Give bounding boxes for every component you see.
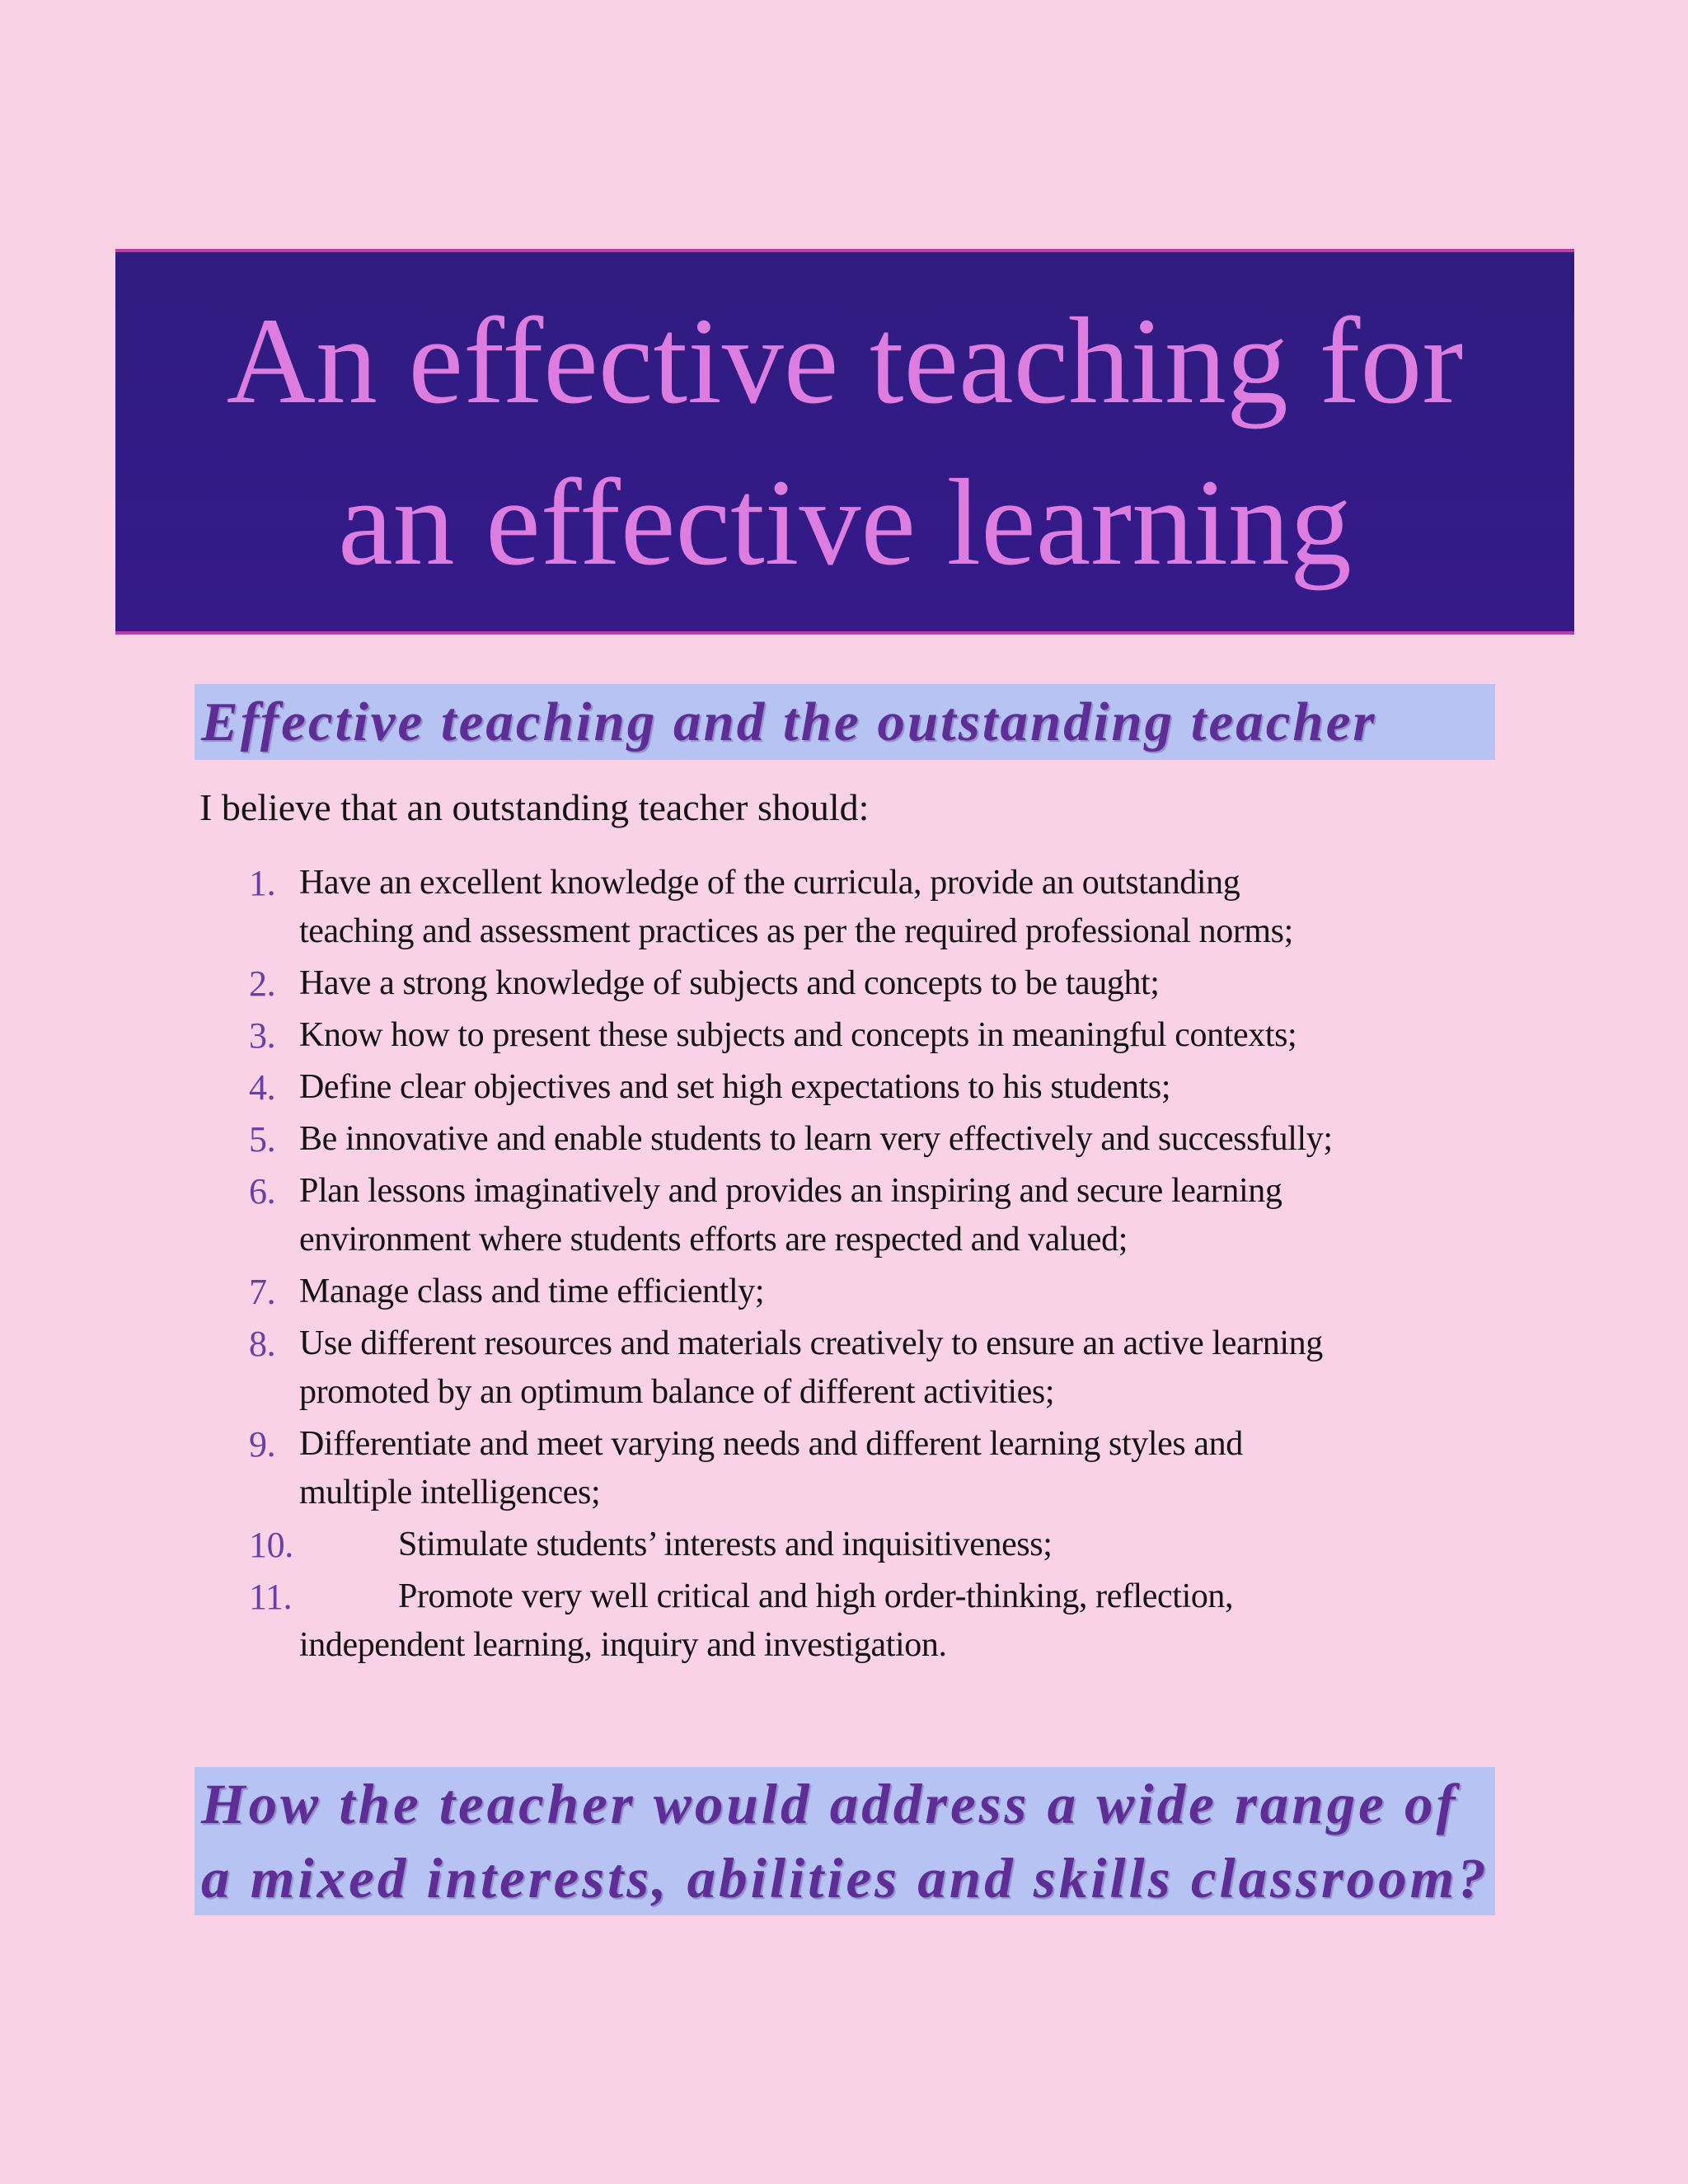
list-item-line: Have an excellent knowledge of the curricula, provide an outstanding (299, 864, 1240, 902)
list-item-line: teaching and assessment practices as per the required professional norms; (299, 912, 1293, 950)
list-number: 11. (249, 1577, 293, 1617)
list-item-line: Differentiate and meet varying needs and different learning styles and (299, 1425, 1243, 1463)
list-item-line: Plan lessons imaginatively and provides an inspiring and secure learning (299, 1172, 1282, 1210)
list-number: 3. (249, 1015, 276, 1056)
section-heading-text: Effective teaching and the outstanding teacher (201, 691, 1377, 752)
section-heading-mixed-classroom (195, 1767, 1495, 1915)
list-number: 7. (249, 1272, 276, 1312)
list-item (198, 1572, 1517, 1670)
intro-text: I believe that an outstanding teacher should: (199, 786, 870, 828)
list-item (198, 1011, 1517, 1060)
qualities-list (198, 859, 1517, 1673)
list-number: 2. (249, 963, 276, 1004)
list-number: 8. (249, 1324, 276, 1364)
list-item-line: Define clear objectives and set high expectations to his students; (299, 1068, 1171, 1106)
list-number: 4. (249, 1067, 276, 1108)
list-item-line: Know how to present these subjects and concepts in meaningful contexts; (299, 1016, 1297, 1054)
list-item-line: promoted by an optimum balance of different activities; (299, 1373, 1055, 1411)
list-item-line: Stimulate students’ interests and inquisitiveness; (398, 1526, 1053, 1563)
list-item (198, 1115, 1517, 1164)
list-item-line: Use different resources and materials creatively to ensure an active learning (299, 1324, 1323, 1362)
list-number: 9. (249, 1424, 276, 1465)
list-item (198, 1420, 1517, 1517)
list-item (198, 1268, 1517, 1316)
list-item-line: Have a strong knowledge of subjects and concepts to be taught; (299, 964, 1160, 1002)
list-item (198, 1319, 1517, 1417)
title-line-2: an effective learning (338, 454, 1352, 591)
list-item (198, 1521, 1517, 1569)
list-item-line: independent learning, inquiry and investigation. (299, 1626, 947, 1664)
section-heading-line-2: a mixed interests, abilities and skills classroom? (201, 1847, 1489, 1910)
list-number: 5. (249, 1119, 276, 1160)
title-banner (115, 249, 1574, 635)
list-item-line: Promote very well critical and high order-thinking, reflection, (398, 1577, 1234, 1615)
list-item-line: environment where students efforts are respected and valued; (299, 1221, 1128, 1258)
list-number: 10. (249, 1525, 293, 1565)
section-heading-effective-teaching (195, 684, 1495, 760)
list-item (198, 959, 1517, 1008)
list-item (198, 859, 1517, 956)
section-heading-line-1: How the teacher would address a wide range of (201, 1773, 1459, 1835)
list-number: 1. (249, 863, 276, 903)
list-number: 6. (249, 1171, 276, 1212)
list-item-line: Be innovative and enable students to learn very effectively and successfully; (299, 1120, 1333, 1158)
list-item (198, 1063, 1517, 1112)
list-item-line: multiple intelligences; (299, 1474, 601, 1511)
list-item (198, 1167, 1517, 1264)
title-line-1: An effective teaching for (226, 293, 1464, 429)
list-item-line: Manage class and time efficiently; (299, 1272, 765, 1310)
